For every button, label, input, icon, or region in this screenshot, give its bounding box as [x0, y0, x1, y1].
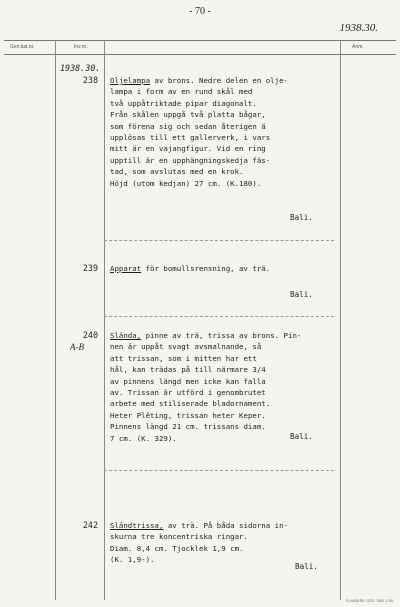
- entry-line: Heter Plêting, trissan heter Keper.: [110, 410, 266, 420]
- entry-separator: [104, 240, 334, 241]
- entry-separator: [104, 470, 334, 471]
- entry-line: pinne av trä, trissa av brons. Pin-: [141, 331, 302, 340]
- entry-line: för bomullsrensning, av trä.: [141, 264, 271, 273]
- header-inv-nr: Inv.nr.: [74, 44, 88, 50]
- object-name: Sländtrissa,: [110, 521, 164, 530]
- entry-line: hål, kan trädas på till närmare 3/4: [110, 365, 266, 375]
- entry-line: mitt är en vajangfigur. Vid en ring: [110, 144, 266, 154]
- inventory-number: 242: [82, 520, 98, 530]
- entry-line: 7 cm. (K. 329).: [110, 433, 177, 443]
- object-name: Slända,: [110, 331, 142, 340]
- entry-line: Pinnens längd 21 cm. trissans diam.: [110, 422, 266, 432]
- header-top-rule: [4, 40, 396, 41]
- handwritten-note: A-B: [70, 342, 84, 352]
- entry-line: Från skålen uppgå två platta bågar,: [110, 110, 266, 120]
- entry-text: [110, 263, 340, 274]
- entry-line: upplösas till ett gallerverk, i vars: [110, 133, 271, 143]
- entry-line: att trissan, som i mitten har ett: [110, 353, 257, 363]
- provenance: Bali.: [290, 432, 313, 441]
- provenance: Bali.: [290, 213, 313, 222]
- entry-line: lampa i form av en rund skål med: [110, 87, 253, 97]
- column-divider-1: [55, 40, 56, 600]
- inventory-number: 240: [82, 330, 98, 340]
- entry-text: [110, 75, 340, 189]
- entry-line: av. Trissan är utförd i genombrutet: [110, 388, 266, 398]
- entry-line: tad, som avslutas med en krok.: [110, 167, 244, 177]
- entry-line: Diam. 8,4 cm. Tjocklek 1,9 cm.: [110, 543, 244, 553]
- page-number: - 70 -: [189, 6, 211, 17]
- provenance: Bali.: [290, 290, 313, 299]
- object-name: Oljelampa: [110, 76, 151, 85]
- entry-line: arbete med stiliserade bladornament.: [110, 399, 271, 409]
- entry-line: (K. 1,9-).: [110, 555, 155, 565]
- entry-line: av trä. På båda sidorna in-: [163, 521, 288, 530]
- header-bottom-rule: [4, 54, 396, 55]
- year-marker: 1938.30.: [60, 63, 101, 73]
- header-anm: Anm.: [352, 44, 364, 50]
- entry-line: av pinnens längd men icke kan falla: [110, 376, 266, 386]
- printer-stamp: FLANDERS. GÖG. 7890. 3. 85.: [346, 599, 394, 603]
- column-divider-3: [340, 40, 341, 600]
- page-date: 1938.30.: [339, 22, 378, 34]
- entry-line: Höjd (utom kedjan) 27 cm. (K.180).: [110, 178, 262, 188]
- entry-line: som förena sig och sedan återigen ä: [110, 121, 266, 131]
- entry-separator: [104, 316, 334, 317]
- entry-line: skurna tre koncentriska ringar.: [110, 532, 248, 542]
- inventory-number: 239: [82, 263, 98, 273]
- entry-line: nen är uppåt svagt avsmalnande, så: [110, 342, 262, 352]
- provenance: Bali.: [295, 562, 318, 571]
- object-name: Apparat: [110, 264, 142, 273]
- entry-line: av brons. Nedre delen en olje-: [150, 76, 288, 85]
- entry-line: två uppåtriktade pipar diagonalt.: [110, 98, 257, 108]
- entry-text: [110, 330, 340, 444]
- entry-line: upptill är en upphängningskedja fäs-: [110, 155, 271, 165]
- header-gen-kat-nr: Gen.kat.nr.: [10, 44, 35, 50]
- entry-text: [110, 520, 340, 566]
- inventory-number: 238: [82, 75, 98, 85]
- column-divider-2: [104, 40, 105, 600]
